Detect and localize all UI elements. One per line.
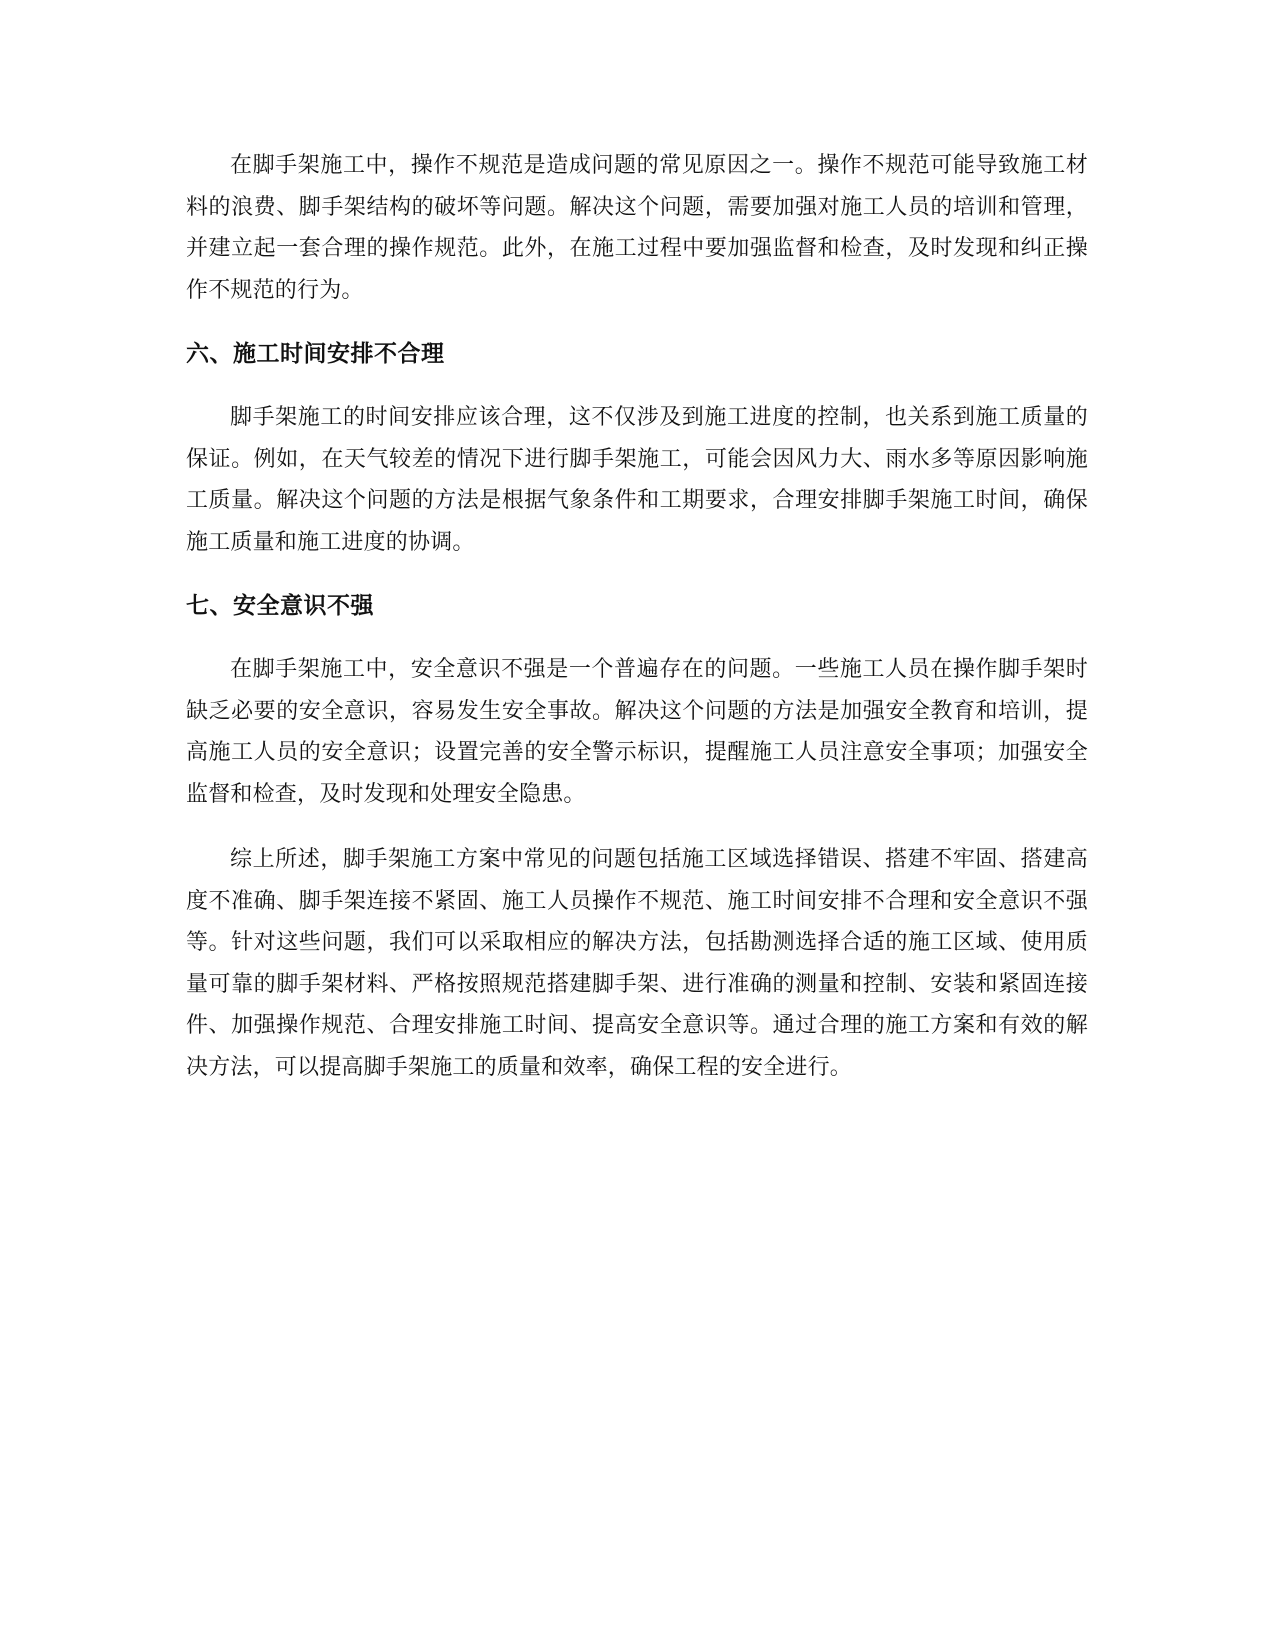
paragraph-summary: 综上所述，脚手架施工方案中常见的问题包括施工区域选择错误、搭建不牢固、搭建高度不准确、脚手架连接不紧固、施工人员操作不规范、施工时间安排不合理和安全意识不强等。针对这些问题，我们可以采取相应的解决方法，包括勘测选择合适的施工区域、使用质量可靠的脚手架材料、严格按照规范搭建脚手架、进行准确的测量和控制、安装和紧固连接件、加强操作规范、合理安排施工时间、提高安全意识等。通过合理的施工方案和有效的解决方法，可以提高脚手架施工的质量和效率，确保工程的安全进行。	[186, 847, 1088, 1080]
paragraph-operation-standards: 在脚手架施工中，操作不规范是造成问题的常见原因之一。操作不规范可能导致施工材料的浪费、脚手架结构的破坏等问题。解决这个问题，需要加强对施工人员的培训和管理，并建立起一套合理的操作规范。此外，在施工过程中要加强监督和检查，及时发现和纠正操作不规范的行为。	[186, 153, 1088, 303]
section-heading-safety: 七、安全意识不强	[186, 593, 374, 619]
paragraph-schedule: 脚手架施工的时间安排应该合理，这不仅涉及到施工进度的控制，也关系到施工质量的保证。例如，在天气较差的情况下进行脚手架施工，可能会因风力大、雨水多等原因影响施工质量。解决这个问题的方法是根据气象条件和工期要求，合理安排脚手架施工时间，确保施工质量和施工进度的协调。	[186, 405, 1088, 555]
paragraph-safety: 在脚手架施工中，安全意识不强是一个普遍存在的问题。一些施工人员在操作脚手架时缺乏必要的安全意识，容易发生安全事故。解决这个问题的方法是加强安全教育和培训，提高施工人员的安全意识；设置完善的安全警示标识，提醒施工人员注意安全事项；加强安全监督和检查，及时发现和处理安全隐患。	[186, 657, 1088, 807]
section-heading-schedule: 六、施工时间安排不合理	[186, 341, 445, 367]
document-page	[186, 145, 1088, 1088]
